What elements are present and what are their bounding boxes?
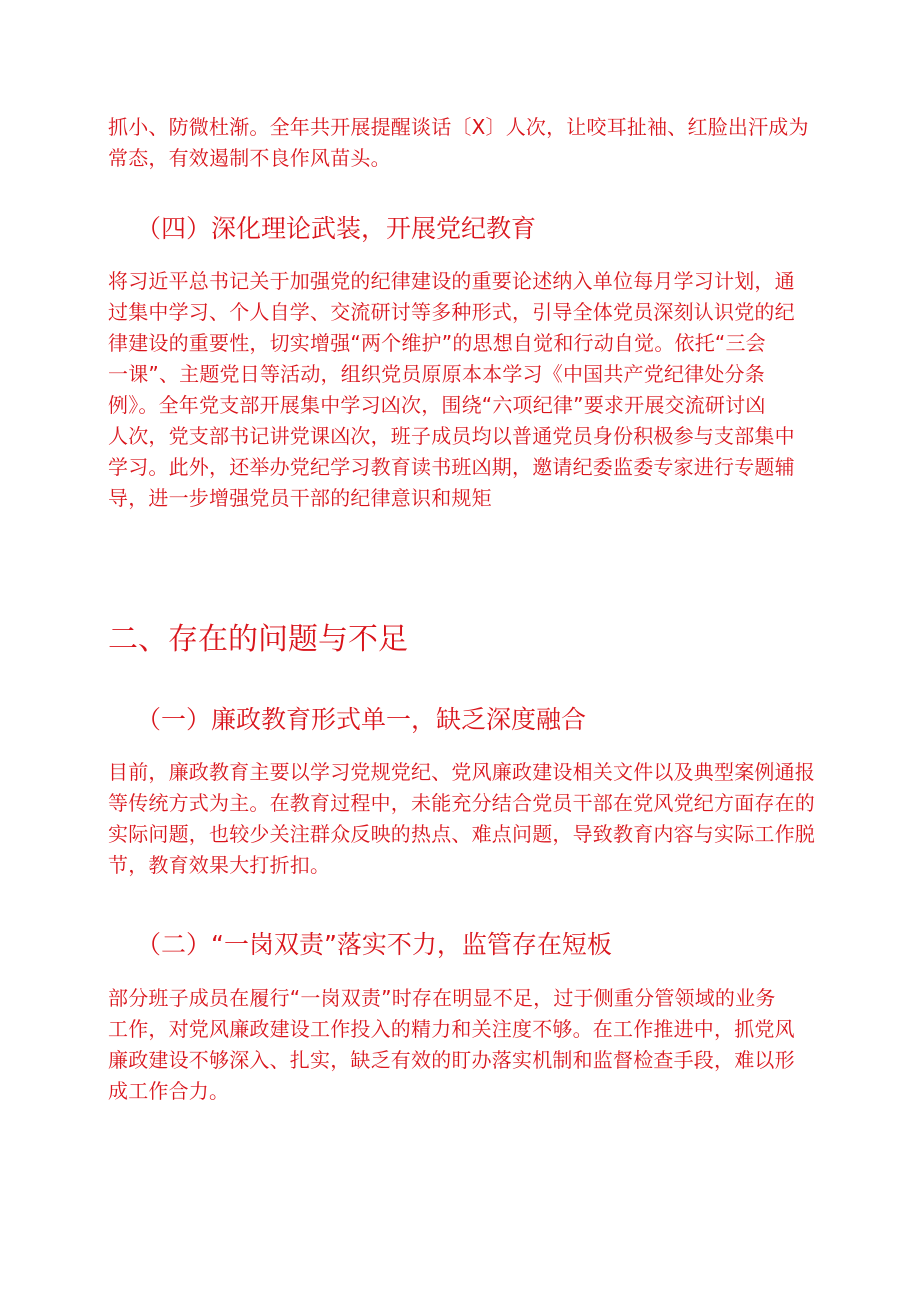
paragraph-line: 等传统方式为主。在教育过程中，未能充分结合党员干部在党风党纪方面存在的: [108, 791, 815, 815]
paragraph-line: 目前，廉政教育主要以学习党规党纪、党风廉政建设相关文件以及典型案例通报: [108, 760, 815, 784]
paragraph-line: 律建设的重要性，切实增强“两个维护”的思想自觉和行动自觉。依托“三会: [108, 331, 766, 355]
problem-2-paragraph: [108, 983, 820, 1107]
paragraph-line: 例》。全年党支部开展集中学习凶次，围绕“六项纪律”要求开展交流研讨凶: [108, 393, 766, 417]
paragraph-line: 一课”、主题党日等活动，组织党员原原本本学习《中国共产党纪律处分条: [108, 362, 765, 386]
paragraph-line: 抓小、防微杜渐。全年共开展提醒谈话〔X〕人次，让咬耳扯袖、红脸出汗成为: [108, 115, 809, 139]
problem-1-paragraph: [108, 757, 820, 881]
intro-paragraph: [108, 112, 820, 174]
problem-1-heading: （一）廉政教育形式单一，缺乏深度融合: [136, 705, 587, 734]
paragraph-line: 导，进一步增强党员干部的纪律意识和规矩: [108, 486, 492, 510]
paragraph-line: 将习近平总书记关于加强党的纪律建设的重要论述纳入单位每月学习计划，通: [108, 269, 795, 293]
paragraph-line: 人次，党支部书记讲党课凶次，班子成员均以普通党员身份积极参与支部集中: [108, 424, 795, 448]
section-4-paragraph: [108, 266, 820, 514]
paragraph-line: 节，教育效果大打折扣。: [108, 853, 331, 877]
paragraph-line: 廉政建设不够深入、扎实，缺乏有效的盯办落实机制和监督检查手段，难以形: [108, 1048, 795, 1072]
paragraph-line: 常态，有效遏制不良作风苗头。: [108, 146, 391, 170]
paragraph-line: 学习。此外，还举办党纪学习教育读书班凶期，邀请纪委监委专家进行专题辅: [108, 455, 795, 479]
paragraph-line: 成工作合力。: [108, 1079, 230, 1103]
problem-2-heading: （二）“一岗双责”落实不力，监管存在短板: [136, 930, 612, 959]
paragraph-line: 实际问题，也较少关注群众反映的热点、难点问题，导致教育内容与实际工作脱: [108, 822, 815, 846]
paragraph-line: 工作，对党风廉政建设工作投入的精力和关注度不够。在工作推进中，抓党风: [108, 1017, 795, 1041]
paragraph-line: 过集中学习、个人自学、交流研讨等多种形式，引导全体党员深刻认识党的纪: [108, 300, 795, 324]
paragraph-line: 部分班子成员在履行“一岗双责”时存在明显不足，过于侧重分管领域的业务: [108, 986, 776, 1010]
section-4-heading: （四）深化理论武装，开展党纪教育: [136, 214, 537, 243]
part-2-heading: 二、存在的问题与不足: [108, 622, 408, 657]
